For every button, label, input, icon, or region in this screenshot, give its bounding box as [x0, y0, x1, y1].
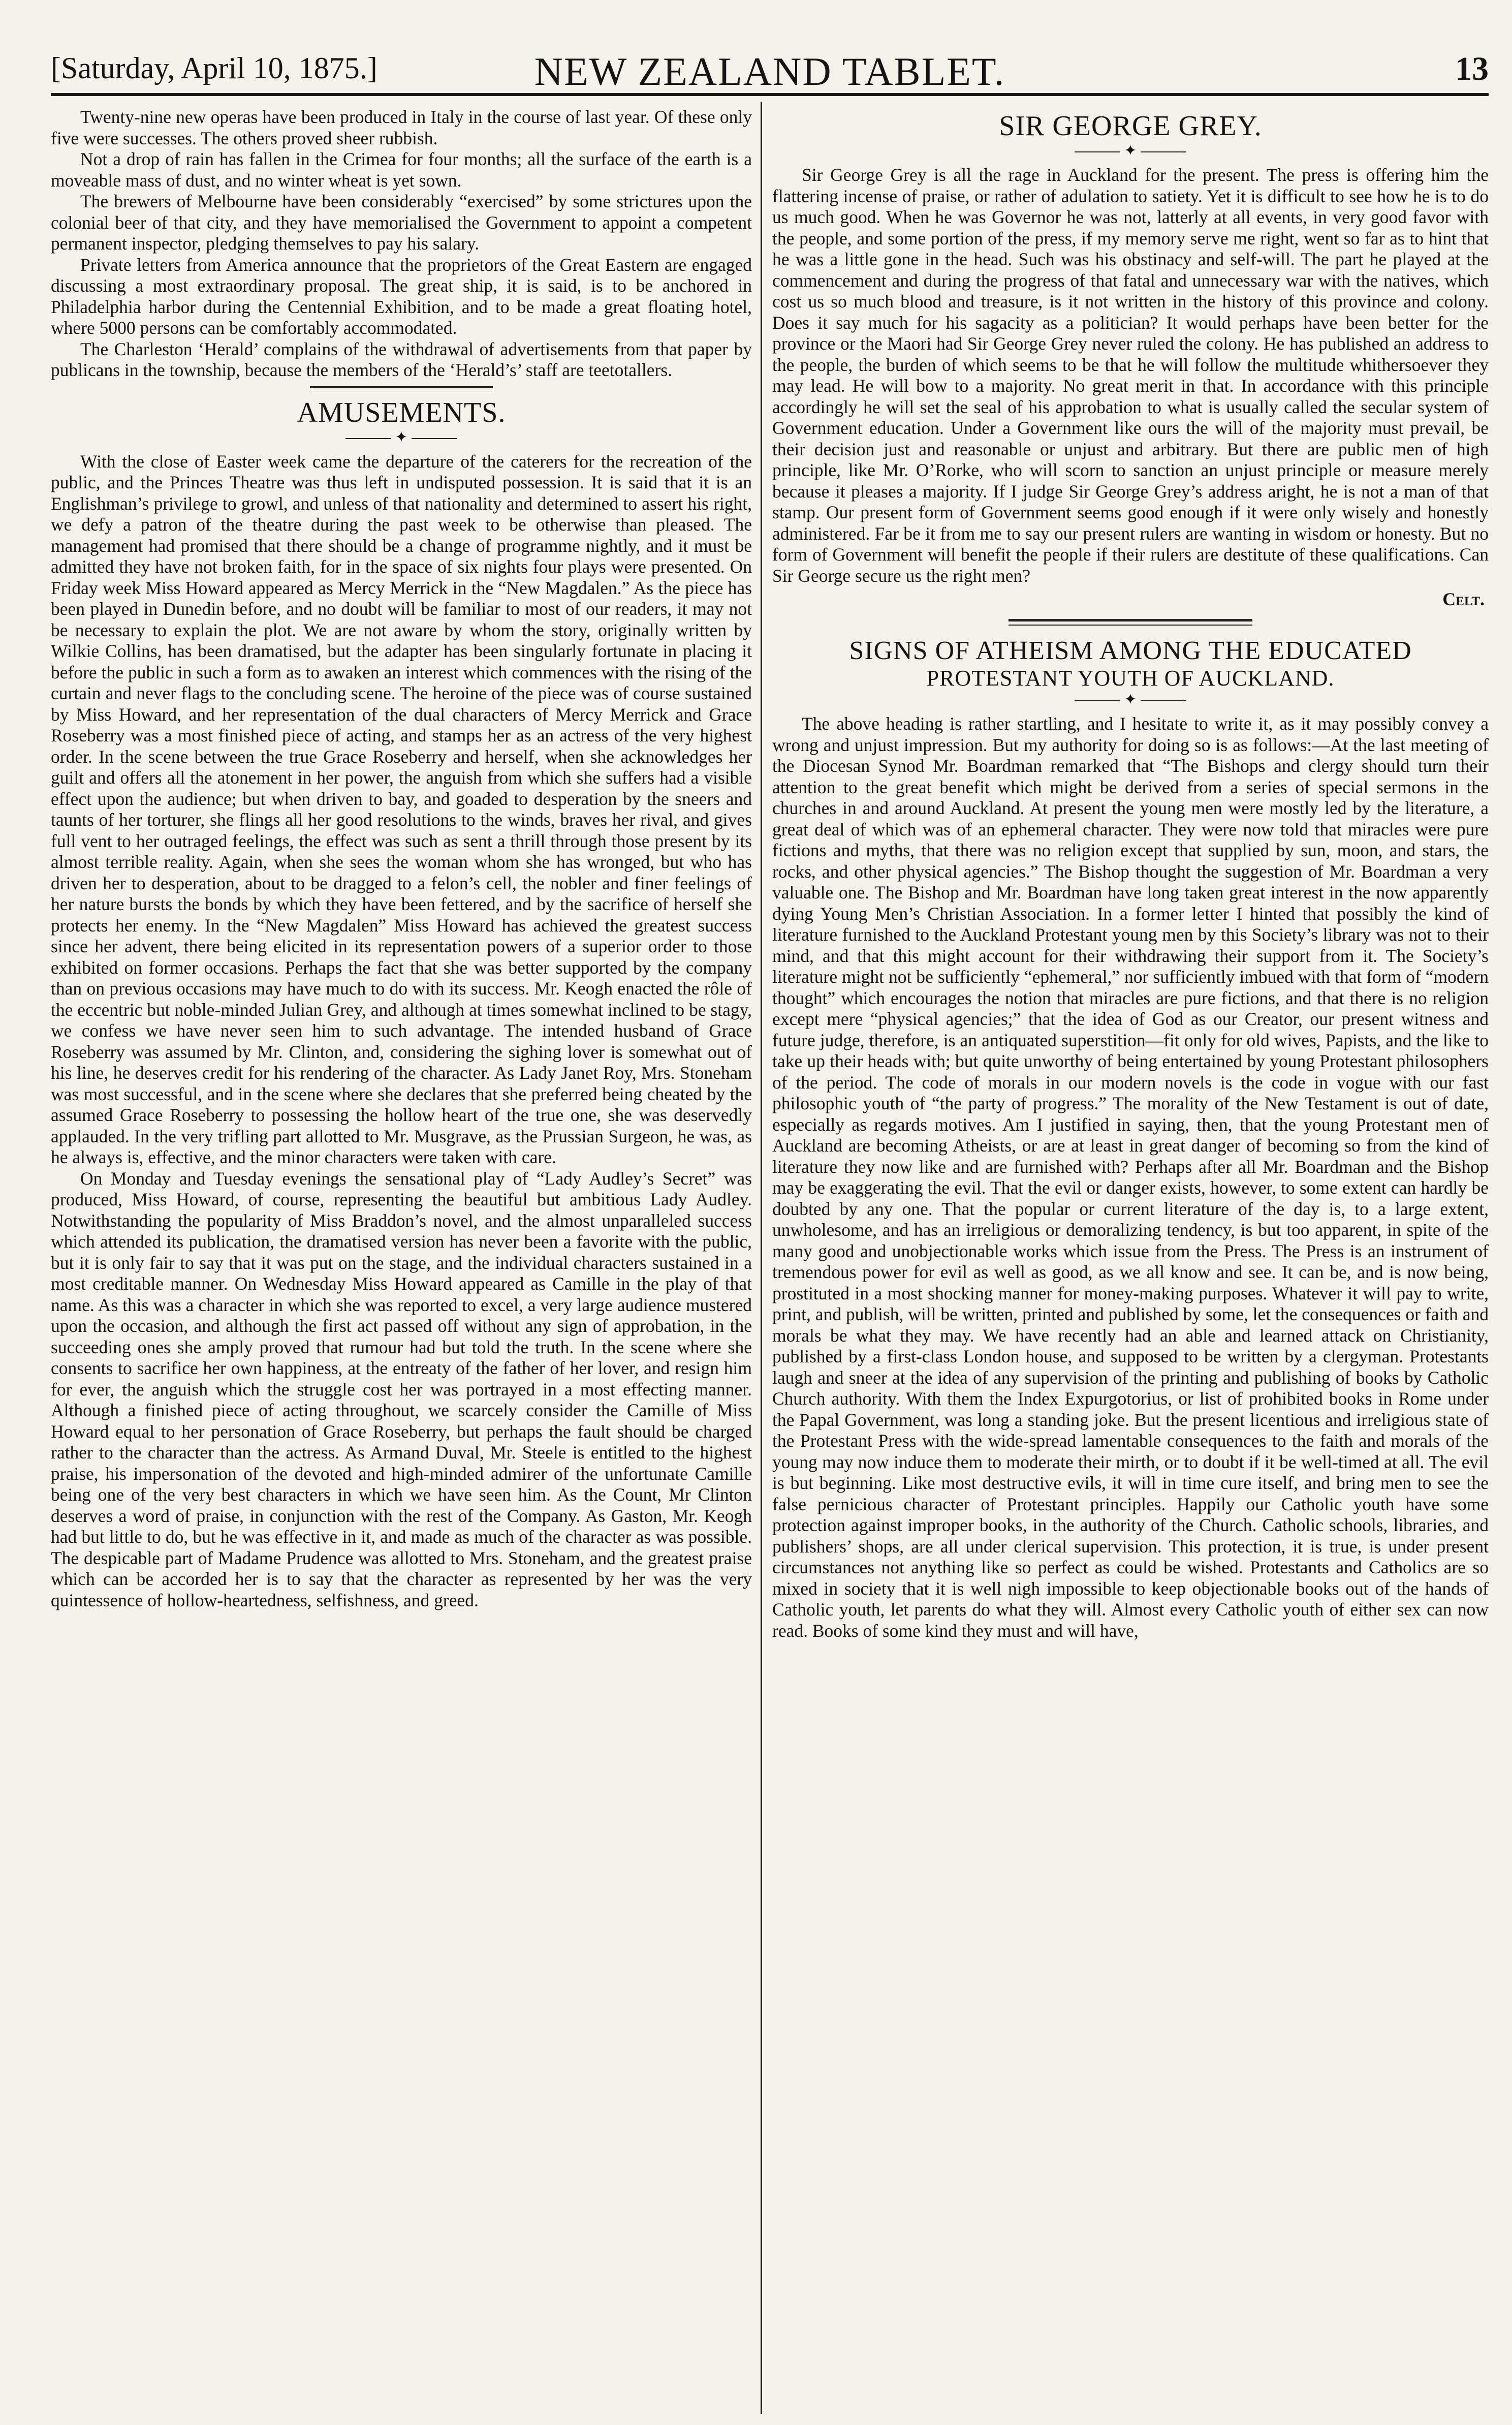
article-paragraph: With the close of Easter week came the departure of the caterers for the recreation of the public, and the Princes Theatre was thus left in undisputed possession. It is said that it is an Englishman’s privilege to growl, and unless of that nationality and determined to assert his right, we defy a patron of the theatre during the past week to be otherwise than pleased. The management had promised that there should be a change of programme nightly, and it must be admitted they have not broken faith, for in the space of six nights four plays were presented. On Friday week Miss Howard appeared as Mercy Merrick in the “New Magdalen.” As the piece has been played in Dunedin before, and no doubt will be familiar to most of our readers, it may not be necessary to explain the plot. We are not aware by whom the story, originally written by Wilkie Collins, has been dramatised, but the adapter has been singularly fortunate in placing it before the public in such a form as to awaken an interest which commences with the rising of the curtain and never flags to the concluding scene. The heroine of the piece was of course sustained by Miss Howard, and her representation of the dual characters of Mercy Merrick and Grace Roseberry was a most finished piece of acting, and stamps her as an actress of the very highest order. In the scene between the true Grace Roseberry and herself, when she acknowledges her guilt and offers all the atonement in her power, the anguish from which she suffers had a visible effect upon the audience; but when driven to bay, and goaded to desperation by the sneers and taunts of her torturer, she flings all her good resolutions to the winds, braves her rival, and gives full vent to her outraged feelings, the effect was such as sent a thrill through those present by its almost terrible reality. Again, when she sees the woman whom she has wronged, but who has driven her to desperation, about to be dragged to a felon’s cell, the nobler and finer feelings of her nature bursts the bonds by which they have been fettered, and by the sacrifice of herself she protects her enemy. In the “New Magdalen” Miss Howard has achieved the greatest success since her advent, there being elicited in its representation powers of a superior order to those exhibited on former occasions. Perhaps the fact that she was better supported by the company than on previous occasions may have much to do with its success. Mr. Keogh enacted the rôle of the eccentric but noble-minded Julian Grey, and although at times somewhat inclined to be stagy, we confess we have never seen him to such advantage. The intended husband of Grace Roseberry was assumed by Mr. Clinton, and, considering the sighing lover is somewhat out of his line, he deserves credit for his rendering of the character. As Lady Janet Roy, Mrs. Stoneham was most successful, and in the scene where she declares that she preferred being cheated by the assumed Grace Roseberry to possessing the hollow heart of the true one, she was deservedly applauded. In the very trifling part allotted to Mr. Musgrave, as the Prussian Surgeon, he was, as he always is, effective, and the minor characters were taken with care. — [51, 451, 752, 1167]
atheism-subheading: PROTESTANT YOUTH OF AUCKLAND. — [926, 666, 1335, 691]
masthead-title: NEW ZEALAND TABLET. — [534, 49, 1005, 94]
news-item: Twenty-nine new operas have been produced in Italy in the course of last year. Of these only five were successes. The others proved sheer rubbish. — [51, 107, 752, 148]
page-number: 13 — [1455, 50, 1489, 87]
section-divider — [1009, 619, 1252, 626]
heading-ornament: ✦ — [51, 430, 752, 445]
heading-ornament: ✦ — [772, 692, 1489, 707]
sir-george-grey-heading: SIR GEORGE GREY. — [999, 110, 1262, 142]
section-divider — [310, 386, 493, 391]
column-divider — [761, 102, 762, 2414]
atheism-heading: SIGNS OF ATHEISM AMONG THE EDUCATED — [849, 636, 1412, 665]
news-item: The brewers of Melbourne have been considerably “exercised” by some strictures upon the colonial beer of that city, and they have memorialised the Government to appoint a competent permanent inspector, pledging themselves to pay his salary. — [51, 191, 752, 254]
article-paragraph: Sir George Grey is all the rage in Auckland for the present. The press is offering him the flattering incense of praise, or rather of adulation to satiety. Yet it is difficult to see how he is to do us much good. When he was Governor he was not, latterly at all events, in very good favor with the people, and some portion of the press, if my memory serve me right, went so far as to hint that he was a little gone in the head. Such was his obstinacy and self-will. The part he played at the commencement and during the progress of that fatal and unnecessary war with the natives, which cost us so much blood and treasure, is it not written in the history of this province and colony. Does it say much for his sagacity as a politician? It would perhaps have been better for the province or the Maori had Sir George Grey never ruled the colony. He has published an address to the people, the burden of which seems to be that he will follow the multitude whithersoever they may lead. He will bow to a majority. No great merit in that. In accordance with this principle accordingly he will set the seal of his approbation to what is usually called the secular system of Government education. Under a Government like ours the will of the majority must prevail, be their decision just and reasonable or unjust and arbitrary. But there are public men of high principle, like Mr. O’Rorke, who will scorn to sanction an unjust principle or measure merely because it pleases a majority. If I judge Sir George Grey’s address aright, he is not a man of that stamp. Our present form of Government seems good enough if it were only wisely and honestly administered. Far be it from me to say our present rulers are wanting in wisdom or honesty. But no form of Government will benefit the people if their rulers are destitute of these qualifications. Can Sir George secure us the right men? — [772, 165, 1489, 586]
author-signature: Celt. — [1442, 589, 1485, 609]
article-paragraph: The above heading is rather startling, and I hesitate to write it, as it may possibly convey a wrong and unjust impression. But my authority for doing so is as follows:—At the last meeting of the Diocesan Synod Mr. Boardman remarked that “The Bishops and clergy should turn their attention to the great benefit which might be derived from a series of special sermons in the churches in and around Auckland. At present the young men were mostly led by the literature, a great deal of which was of an ephemeral character. They were now told that miracles were pure fictions and myths, that there was no religion except that supplied by sun, moon, and stars, the rocks, and other physical agencies.” The Bishop thought the suggestion of Mr. Boardman a very valuable one. The Bishop and Mr. Boardman have long taken great interest in the now apparently dying Young Men’s Christian Association. In a former letter I hinted that possibly the kind of literature furnished to the Auckland Protestant young men by this Society’s library was not to their mind, and that this might account for their withdrawing their support from it. The Society’s literature might not be sufficiently “ephemeral,” nor sufficiently imbued with that form of “modern thought” which encourages the notion that miracles are pure fictions, and that there is no religion except mere “physical agencies;” that the idea of God as our Creator, our present witness and future judge, therefore, is an antiquated superstition—fit only for old wives, Papists, and the like to take up their heads with; but quite unworthy of being entertained by young Protestant philosophers of the period. The code of morals in our modern novels is the code in vogue with our fast philosophic youth of “the party of progress.” The morality of the New Testament is out of date, especially as regards motives. Am I justified in saying, then, that the young Protestant men of Auckland are becoming Atheists, or are at least in great danger of becoming so from the kind of literature they now like and are furnished with? Perhaps after all Mr. Boardman and the Bishop may be exaggerating the evil. That the evil or danger exists, however, to some extent can hardly be doubted by any one. That the popular or current literature of the day is, to a large extent, unwholesome, and has an irreligious or demoralizing tendency, is but too apparent, in spite of the many good and unobjectionable works which issue from the Press. The Press is an instrument of tremendous power for evil as well as good, as we all know and see. It can be, and is now being, prostituted in a most shocking manner for money-making purposes. Whatever it will pay to write, print, and publish, will be written, printed and published by some, let the consequences or faith and morals be what they may. We have recently had an able and learned attack on Christianity, published by a first-class London house, and supposed to be written by a clergyman. Protestants laugh and sneer at the idea of any supervision of the printing and publishing of books by Catholic Church authority. With them the Index Expurgotorius, or list of prohibited books in Rome under the Papal Government, was long a standing joke. But the present licentious and irreligious state of the Protestant Press with the wide-spread lamentable consequences to the faith and morals of the young may now induce them to moderate their mirth, or to doubt if it be well-timed at all. The evil is but beginning. Like most destructive evils, it will in time cure itself, and bring men to see the false pernicious character of Protestant principles. Happily our Catholic youth have some protection against improper books, in the authority of the Church. Catholic schools, libraries, and publishers’ shops, are all under clerical supervision. This protection, it is true, is under present circumstances not anything like so perfect as could be wished. Protestants and Catholics are so mixed in society that it is well nigh impossible to keep objectionable books out of the hands of Catholic youth, let parents do what they will. Almost every Catholic youth of either sex can now read. Books of some kind they must and will have, — [772, 713, 1489, 1641]
news-item: The Charleston ‘Herald’ complains of the withdrawal of advertisements from that paper by publicans in the township, because the members of the ‘Herald’s’ staff are teetotallers. — [51, 338, 752, 380]
left-column — [51, 107, 752, 2414]
issue-date: [Saturday, April 10, 1875.] — [51, 51, 377, 85]
news-item: Not a drop of rain has fallen in the Crimea for four months; all the surface of the earth is a moveable mass of dust, and no winter wheat is yet sown. — [51, 149, 752, 191]
right-column — [772, 107, 1489, 2414]
article-paragraph: On Monday and Tuesday evenings the sensational play of “Lady Audley’s Secret” was produced, Miss Howard, of course, representing the beautiful but ambitious Lady Audley. Notwithstanding the popularity of Miss Braddon’s novel, and the almost unparalleled success which attended its publication, the dramatised version has never been a favorite with the public, but it is only fair to say that it was put on the stage, and the individual characters sustained in a most creditable manner. On Wednesday Miss Howard appeared as Camille in the play of that name. As this was a character in which she was reported to excel, a very large audience mustered upon the occasion, and although the first act passed off without any sign of approbation, in the succeeding ones she amply proved that rumour had but told the truth. In the scene where she consents to sacrifice her own happiness, at the entreaty of the father of her lover, and resign him for ever, the anguish which the struggle cost her was portrayed in a most effecting manner. Although a finished piece of acting throughout, we scarcely consider the Camille of Miss Howard equal to her personation of Grace Roseberry, but perhaps the fault should be charged rather to the character than the actress. As Armand Duval, Mr. Steele is entitled to the highest praise, his impersonation of the devoted and high-minded admirer of the unfortunate Camille being one of the very best characters in which we have seen him. As the Count, Mr Clinton deserves a word of praise, in conjunction with the rest of the Company. As Gaston, Mr. Keogh had but little to do, but he was effective in it, and made as much of the character as was possible. The despicable part of Madame Prudence was allotted to Mrs. Stoneham, and the greatest praise which can be accorded her is to say that the character as represented by her was the very quintessence of hollow-heartedness, selfishness, and greed. — [51, 1168, 752, 1610]
heading-ornament: ✦ — [772, 143, 1489, 159]
amusements-heading: AMUSEMENTS. — [297, 396, 506, 428]
page-header — [51, 45, 1489, 96]
news-item: Private letters from America announce that the proprietors of the Great Eastern are engaged discussing a most extraordinary proposal. The great ship, it is said, is to be anchored in Philadelphia harbor during the Centennial Exhibition, and to be made a great floating hotel, where 5000 persons can be comfortably accommodated. — [51, 254, 752, 338]
